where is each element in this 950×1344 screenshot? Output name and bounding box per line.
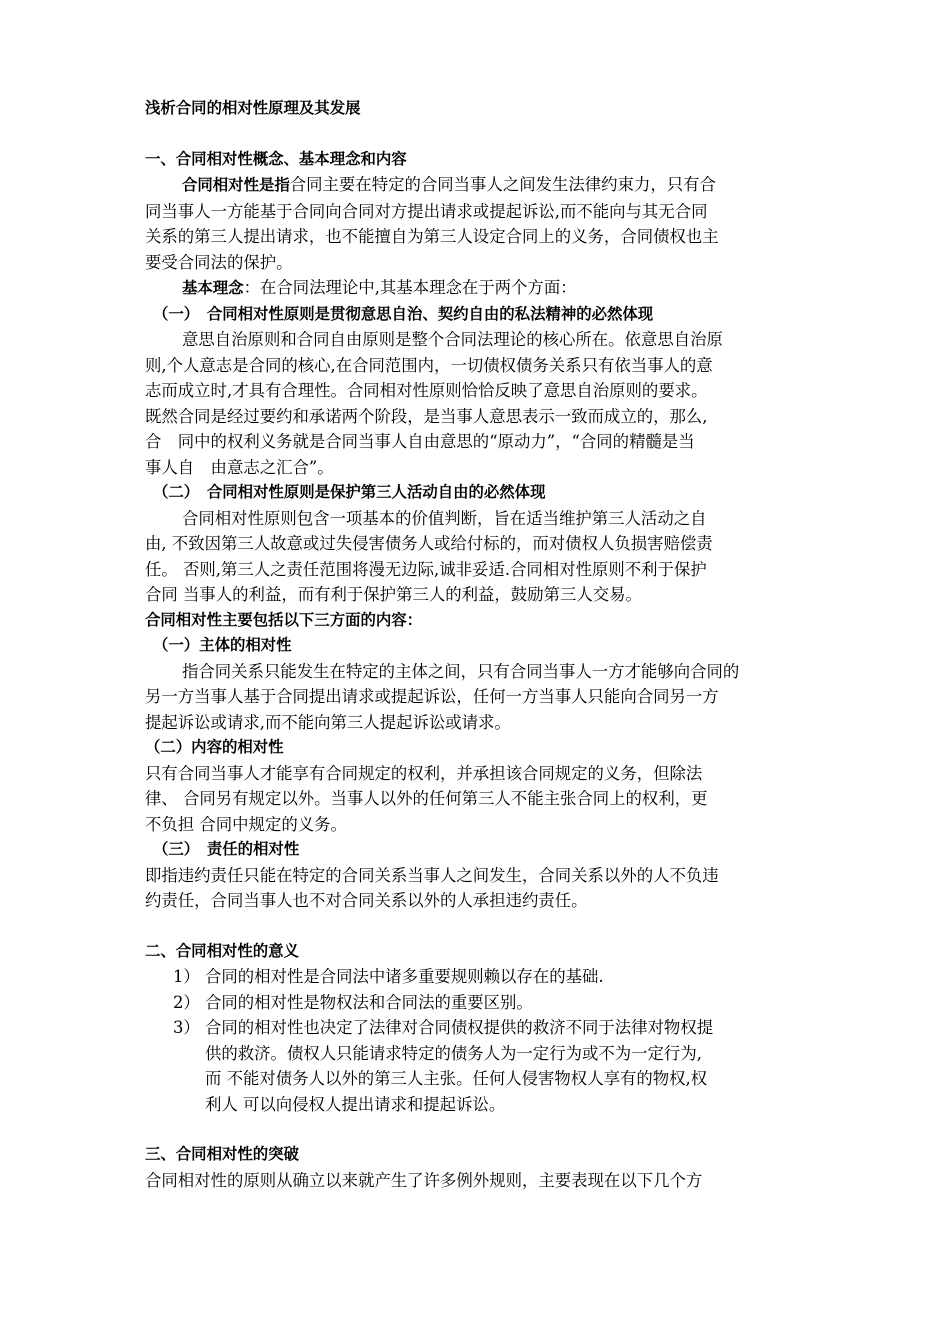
content-1-heading: （一）主体的相对性 [153,636,292,654]
list-item [173,990,817,1016]
point-2-line-1: 合同相对性原则包含一项基本的价值判断，旨在适当维护第三人活动之自 [182,508,707,528]
list-text: 合同的相对性是合同法中诸多重要规则赖以存在的基础. [205,967,604,986]
definition-line-2: 同当事人一方能基于合同向合同对方提出请求或提起诉讼,而不能向与其无合同 [145,201,708,221]
point-1-line-5: 合 同中的权利义务就是合同当事人自由意思的“原动力”，“合同的精髓是当 [145,432,695,451]
content-2-line-2: 律、 合同另有规定以外。当事人以外的任何第三人不能主张合同上的权利，更 [145,789,708,808]
significance-list [145,964,817,1117]
content-1-line-3: 提起诉讼或请求,而不能向第三人提起诉讼或请求。 [145,712,511,732]
definition-text: 合同主要在特定的合同当事人之间发生法律约束力，只有合 [289,175,716,194]
content-3-heading: （三） 责任的相对性 [153,840,300,858]
point-1-line-2: 则,个人意志是合同的核心,在合同范围内，一切债权债务关系只有依当事人的意 [145,355,713,375]
point-2-heading: （二） 合同相对性原则是保护第三人活动自由的必然体现 [153,483,546,501]
section-3-heading: 三、合同相对性的突破 [145,1145,299,1163]
basic-idea-line [145,275,817,302]
list-number: 2） [173,992,200,1012]
point-1-line-4: 既然合同是经过要约和承诺两个阶段，是当事人意思表示一致而成立的，那么, [145,406,708,426]
point-2-line-2: 由, 不致因第三人故意或过失侵害债务人或给付标的，而对债权人负损害赔偿责 [145,534,713,553]
basic-idea-term: 基本理念 [182,279,244,297]
list-continuation: 供的救济。债权人只能请求特定的债务人为一定行为或不为一定行为, [205,1043,702,1063]
definition-line-3: 关系的第三人提出请求，也不能擅自为第三人设定合同上的义务，合同债权也主 [145,227,719,246]
list-continuation: 利人 可以向侵权人提出请求和提起诉讼。 [205,1094,506,1114]
point-1-line-3: 志而成立时,才具有合理性。合同相对性原则恰恰反映了意思自治原则的要求。 [145,381,708,400]
point-1-heading: （一） 合同相对性原则是贯彻意思自治、契约自由的私法精神的必然体现 [153,304,654,323]
list-continuation: 而 不能对债务人以外的第三人主张。任何人侵害物权人享有的物权,权 [205,1069,708,1088]
content-2-line-3: 不负担 合同中规定的义务。 [145,814,347,834]
content-3-line-2: 约责任，合同当事人也不对合同关系以外的人承担违约责任。 [145,891,588,910]
definition-line-1 [145,172,817,199]
definition-term: 合同相对性是指 [182,176,290,194]
list-number: 1） [173,967,200,986]
list-text: 合同的相对性是物权法和合同法的重要区别。 [205,992,533,1012]
list-number: 3） [173,1018,200,1037]
point-2-line-4: 合同 当事人的利益，而有利于保护第三人的利益，鼓励第三人交易。 [145,585,642,604]
section-1-heading: 一、合同相对性概念、基本理念和内容 [145,149,407,168]
list-item [173,964,817,990]
point-2-line-3: 任。 否则,第三人之责任范围将漫无边际,诚非妥适.合同相对性原则不利于保护 [145,559,707,579]
content-1-line-2: 另一方当事人基于合同提出请求或提起诉讼，任何一方当事人只能向合同另一方 [145,687,719,706]
content-2-heading: （二）内容的相对性 [145,738,284,756]
document-title: 浅析合同的相对性原理及其发展 [145,99,361,117]
list-text: 合同的相对性也决定了法律对合同债权提供的救济不同于法律对物权提 [205,1018,714,1037]
content-3-line-1: 即指违约责任只能在特定的合同关系当事人之间发生，合同关系以外的人不负违 [145,865,719,885]
section-3-line-1: 合同相对性的原则从确立以来就产生了许多例外规则，主要表现在以下几个方 [145,1170,703,1190]
basic-idea-text: ：在合同法理论中,其基本理念在于两个方面： [243,278,577,297]
content-heading: 合同相对性主要包括以下三方面的内容： [145,610,423,629]
list-item [173,1015,817,1041]
point-1-line-1: 意思自治原则和合同自由原则是整个合同法理论的核心所在。依意思自治原 [182,330,723,349]
content-2-line-1: 只有合同当事人才能享有合同规定的权利，并承担该合同规定的义务，但除法 [145,763,703,783]
section-2-heading: 二、合同相对性的意义 [145,941,299,960]
definition-line-4: 要受合同法的保护。 [145,252,293,272]
point-1-line-6: 事人自 由意志之汇合”。 [145,457,334,477]
content-1-line-1: 指合同关系只能发生在特定的主体之间，只有合同当事人一方才能够向合同的 [182,661,740,681]
document-page [145,96,817,1193]
